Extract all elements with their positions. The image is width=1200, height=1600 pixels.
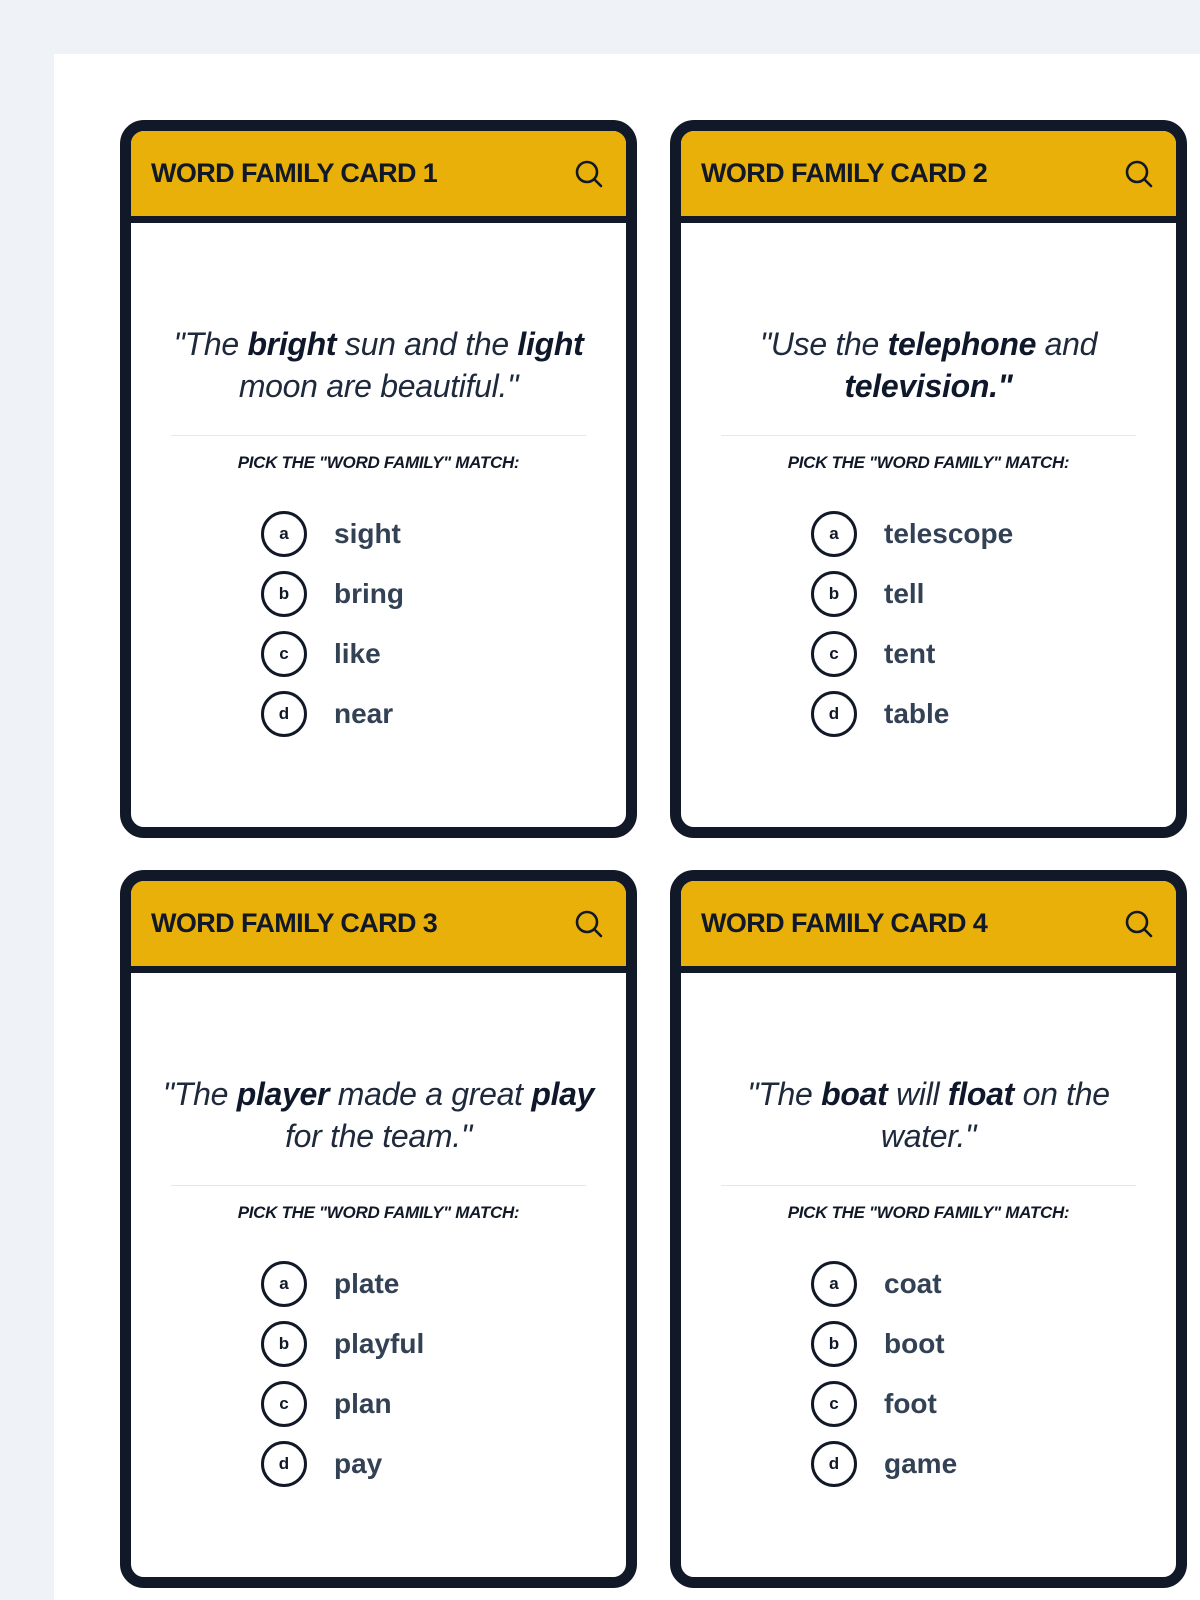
card-sentence — [161, 323, 596, 407]
sentence-keyword: light — [517, 326, 584, 362]
worksheet — [54, 54, 1200, 1600]
option-c[interactable] — [811, 1374, 1146, 1434]
sentence-text: "The — [173, 326, 248, 362]
option-bubble[interactable]: a — [261, 511, 307, 557]
option-b[interactable] — [811, 564, 1146, 624]
sentence-text: "The — [747, 1076, 822, 1112]
card-sentence — [711, 1073, 1146, 1157]
option-word: table — [884, 698, 950, 729]
word-family-card-4 — [670, 870, 1187, 1588]
answer-options — [811, 504, 1146, 744]
sentence-text: made a great — [329, 1076, 532, 1112]
option-word: game — [884, 1448, 958, 1479]
sentence-keyword: television." — [844, 368, 1013, 404]
card-sentence — [711, 323, 1146, 407]
option-word: like — [334, 638, 381, 669]
card-title: WORD FAMILY CARD 2 — [701, 158, 988, 188]
option-word: foot — [884, 1388, 937, 1419]
option-d[interactable] — [811, 684, 1146, 744]
option-bubble[interactable]: d — [261, 1441, 307, 1487]
option-bubble[interactable]: b — [261, 571, 307, 617]
sentence-keyword: player — [236, 1076, 330, 1112]
card-title: WORD FAMILY CARD 1 — [151, 158, 438, 188]
option-bubble[interactable]: c — [811, 631, 857, 677]
sentence-text: and — [1036, 326, 1098, 362]
card-title: WORD FAMILY CARD 3 — [151, 908, 438, 938]
search-icon[interactable] — [572, 157, 606, 191]
option-bubble[interactable]: b — [811, 571, 857, 617]
option-bubble[interactable]: d — [811, 1441, 857, 1487]
option-word: tell — [884, 578, 925, 609]
sentence-text: sun and the — [336, 326, 518, 362]
option-bubble[interactable]: c — [261, 1381, 307, 1427]
option-word: coat — [884, 1268, 942, 1299]
option-d[interactable] — [261, 1434, 596, 1494]
card-header — [681, 131, 1176, 223]
card-prompt: PICK THE "WORD FAMILY" MATCH: — [787, 1203, 1070, 1222]
option-word: boot — [884, 1328, 945, 1359]
search-icon[interactable] — [1122, 907, 1156, 941]
option-word: playful — [334, 1328, 425, 1359]
sentence-keyword: bright — [247, 326, 337, 362]
sentence-keyword: boat — [821, 1076, 888, 1112]
option-bubble[interactable]: c — [811, 1381, 857, 1427]
option-bubble[interactable]: a — [811, 1261, 857, 1307]
sentence-keyword: telephone — [887, 326, 1037, 362]
option-bubble[interactable]: d — [261, 691, 307, 737]
option-a[interactable] — [811, 1254, 1146, 1314]
option-b[interactable] — [261, 564, 596, 624]
option-word: near — [334, 698, 394, 729]
option-bubble[interactable]: c — [261, 631, 307, 677]
sentence-text: "The — [162, 1076, 237, 1112]
option-bubble[interactable]: b — [811, 1321, 857, 1367]
sentence-text: will — [887, 1076, 948, 1112]
search-icon[interactable] — [1122, 157, 1156, 191]
divider — [721, 435, 1136, 436]
answer-options — [811, 1254, 1146, 1494]
option-word: plate — [334, 1268, 400, 1299]
card-prompt: PICK THE "WORD FAMILY" MATCH: — [787, 453, 1070, 472]
search-icon[interactable] — [572, 907, 606, 941]
option-b[interactable] — [261, 1314, 596, 1374]
option-word: tent — [884, 638, 936, 669]
card-prompt: PICK THE "WORD FAMILY" MATCH: — [237, 453, 520, 472]
answer-options — [261, 504, 596, 744]
option-a[interactable] — [261, 504, 596, 564]
word-family-card-1 — [120, 120, 637, 838]
option-c[interactable] — [261, 1374, 596, 1434]
option-c[interactable] — [811, 624, 1146, 684]
card-sentence — [161, 1073, 596, 1157]
option-bubble[interactable]: a — [261, 1261, 307, 1307]
word-family-card-3 — [120, 870, 637, 1588]
option-a[interactable] — [261, 1254, 596, 1314]
divider — [721, 1185, 1136, 1186]
option-c[interactable] — [261, 624, 596, 684]
option-word: bring — [334, 578, 404, 609]
option-d[interactable] — [811, 1434, 1146, 1494]
option-word: plan — [334, 1388, 392, 1419]
word-family-card-2 — [670, 120, 1187, 838]
sentence-text: on the water." — [880, 1076, 1110, 1154]
option-word: telescope — [884, 518, 1014, 549]
option-a[interactable] — [811, 504, 1146, 564]
card-header — [681, 881, 1176, 973]
option-d[interactable] — [261, 684, 596, 744]
option-word: pay — [334, 1448, 383, 1479]
option-bubble[interactable]: a — [811, 511, 857, 557]
sentence-text: "Use the — [759, 326, 888, 362]
option-b[interactable] — [811, 1314, 1146, 1374]
sentence-keyword: float — [947, 1076, 1014, 1112]
sentence-keyword: play — [531, 1076, 595, 1112]
divider — [171, 1185, 586, 1186]
divider — [171, 435, 586, 436]
card-prompt: PICK THE "WORD FAMILY" MATCH: — [237, 1203, 520, 1222]
card-title: WORD FAMILY CARD 4 — [701, 908, 988, 938]
answer-options — [261, 1254, 596, 1494]
sentence-text: moon are beautiful." — [238, 368, 519, 404]
option-bubble[interactable]: d — [811, 691, 857, 737]
option-word: sight — [334, 518, 401, 549]
card-header — [131, 881, 626, 973]
option-bubble[interactable]: b — [261, 1321, 307, 1367]
card-header — [131, 131, 626, 223]
sentence-text: for the team." — [285, 1118, 472, 1154]
